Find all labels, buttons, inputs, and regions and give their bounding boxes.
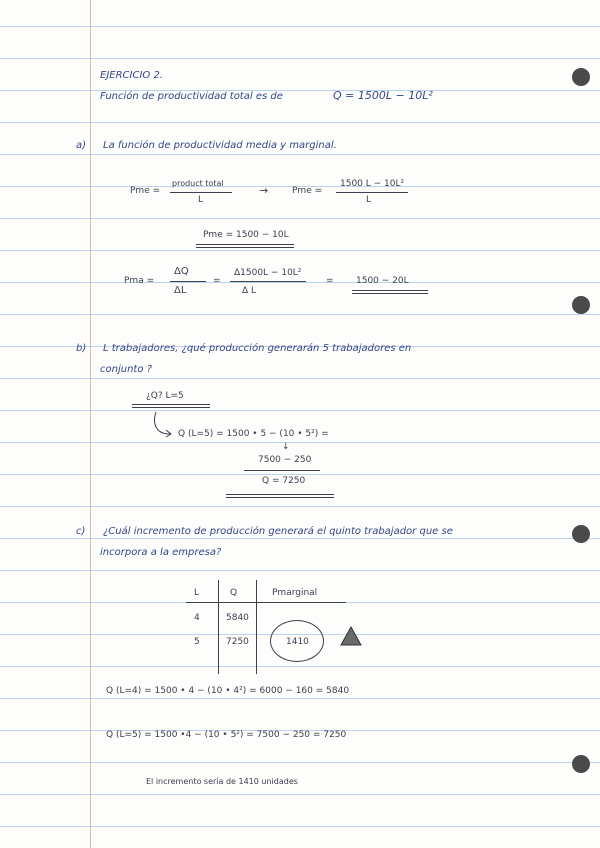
given-values: ¿Q? L=5 [146,391,184,401]
table-header-q: Q [230,588,238,598]
underline [244,470,320,471]
exercise-heading: EJERCICIO 2. [100,70,163,81]
pme2-denominator: L [366,195,372,205]
binder-hole [572,68,590,86]
pma-label: Pma = [124,276,155,286]
double-underline [132,407,210,408]
table-cell: 7250 [226,637,249,647]
hook-arrow-icon [150,410,174,442]
fraction-bar [170,192,232,193]
arrow-icon: → [259,184,269,197]
table-cell: 4 [194,613,200,623]
pma2-denominator: Δ L [242,286,257,296]
double-underline [226,494,334,495]
binder-hole [572,755,590,773]
fraction-bar [336,192,408,193]
table-header-l: L [194,588,200,598]
double-underline [352,293,428,294]
pme-result: Pme = 1500 − 10L [203,230,289,240]
table-divider [218,580,219,674]
table-cell: 5840 [226,613,249,623]
double-underline [352,290,428,291]
part-c-question-line1: ¿Cuál incremento de producción generará el quinto trabajador que se [103,526,453,537]
triangle-mark-icon [340,626,362,646]
intro-text: Función de productividad total es de [100,91,283,102]
binder-hole [572,296,590,314]
part-c-question-line2: incorpora a la empresa? [100,547,222,558]
pme-numerator: product total [172,179,224,188]
part-c-letter: c) [76,526,86,537]
table-divider [256,580,257,674]
pma-result: 1500 − 20L [356,276,409,286]
part-b-question-line1: L trabajadores, ¿qué producción generarán 5 trabajadores en [103,343,412,354]
intro-formula: Q = 1500L − 10L² [333,89,433,102]
pme-label: Pme = [130,186,161,196]
part-b-letter: b) [76,343,87,354]
double-underline [226,497,334,498]
equals-sign: = [326,276,334,286]
pma2-numerator: Δ1500L − 10L² [234,268,302,278]
double-underline [196,244,294,245]
binder-hole [572,525,590,543]
pme-denominator: L [198,195,204,205]
equals-sign: = [213,276,221,286]
part-a-question: La función de productividad media y marginal. [103,140,337,151]
pma-numerator: ΔQ [174,266,189,277]
table-header-pmarginal: Pmarginal [272,588,318,598]
down-arrow-icon: ↓ [282,442,290,452]
double-underline [132,404,210,405]
conclusion-text: El incremento sería de 1410 unidades [146,777,298,786]
double-underline [196,247,294,248]
fraction-bar [230,281,306,282]
part-c-calc1: Q (L=4) = 1500 • 4 − (10 • 4²) = 6000 − 160 = 5840 [106,686,350,696]
fraction-bar [170,281,206,282]
part-c-calc2: Q (L=5) = 1500 •4 − (10 • 5²) = 7500 − 250 = 7250 [106,730,347,740]
pma-denominator: ΔL [174,285,187,296]
table-cell: 1410 [286,637,309,647]
table-header-rule [186,602,346,603]
margin-line [90,0,91,848]
part-b-question-line2: conjunto ? [100,364,152,375]
part-b-step: 7500 − 250 [258,455,312,465]
pme2-numerator: 1500 L − 10L² [340,179,405,189]
part-a-letter: a) [76,140,87,151]
pme2-label: Pme = [292,186,323,196]
part-b-result: Q = 7250 [262,476,306,486]
part-b-calc: Q (L=5) = 1500 • 5 − (10 • 5²) = [178,429,329,439]
table-cell: 5 [194,637,200,647]
